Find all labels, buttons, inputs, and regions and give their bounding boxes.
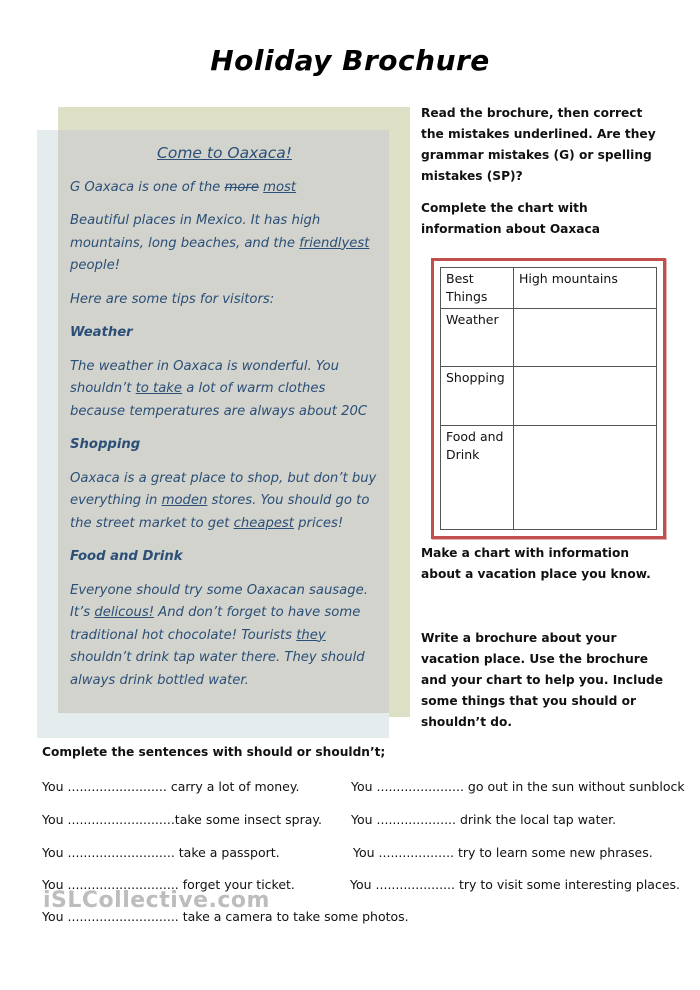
- sentence-right-2: You .................... drink the local tap water.: [351, 812, 617, 827]
- underlined-mistake: cheapest: [233, 515, 294, 531]
- weather-paragraph: [70, 356, 379, 424]
- info-chart-table: [440, 267, 657, 530]
- table-row: [441, 367, 657, 425]
- sentence-left-5: You ............................ take a camera to take some photos.: [42, 909, 409, 924]
- paragraph-text: Oaxaca is a great place to shop, but don’t buy everything in: [70, 470, 377, 508]
- paragraph-text: Everyone should try some Oaxacan sausage. It’s: [70, 582, 368, 620]
- chart-cell[interactable]: [514, 367, 657, 425]
- shopping-paragraph: [70, 468, 379, 536]
- chart-label: Food and Drink: [441, 425, 514, 529]
- sentence-right-3: You ................... try to learn some new phrases.: [353, 845, 653, 860]
- underlined-mistake: moden: [161, 493, 208, 508]
- paragraph-text: shouldn’t drink tap water there. They should always drink bottled water.: [70, 650, 365, 688]
- chart-label: Shopping: [441, 367, 514, 425]
- correction-word: most: [263, 179, 297, 195]
- chart-cell[interactable]: [514, 309, 657, 367]
- sentence-left-4: You ............................ forget your ticket.: [42, 877, 295, 892]
- brochure-panel: [58, 130, 389, 713]
- struck-word: more: [224, 179, 259, 195]
- weather-heading: Weather: [70, 325, 133, 340]
- sentence-right-4: You .................... try to visit some interesting places.: [350, 877, 680, 892]
- sentence-right-1: You ...................... go out in the sun without sunblock: [351, 779, 685, 794]
- paragraph-text: stores. You should go to the street market to get: [70, 493, 370, 531]
- food-heading: Food and Drink: [70, 549, 183, 564]
- brochure-heading: Come to Oaxaca!: [157, 144, 292, 162]
- paragraph-text: The weather in Oaxaca is wonderful. You shouldn’t: [70, 358, 339, 396]
- paragraph-text: prices!: [293, 515, 344, 531]
- table-row: [441, 309, 657, 367]
- paragraph-text: Beautiful places in Mexico. It has high mountains, long beaches, and the: [70, 213, 321, 251]
- brochure-intro: [70, 177, 379, 200]
- shopping-heading: Shopping: [70, 437, 141, 452]
- chart-label: Weather: [441, 309, 514, 367]
- page-title: Holiday Brochure: [210, 44, 490, 77]
- brochure-tips: Here are some tips for visitors:: [70, 291, 275, 307]
- sentence-left-1: You ......................... carry a lot of money.: [42, 779, 300, 794]
- underlined-mistake: to take: [135, 381, 183, 396]
- sentence-left-3: You ........................... take a passport.: [42, 845, 280, 860]
- instruction-read: Read the brochure, then correct the mistakes underlined. Are they grammar mistakes (G) or spelling mistakes (SP)?: [421, 106, 656, 183]
- paragraph-text: people!: [70, 258, 120, 273]
- chart-label: Best Things: [441, 268, 514, 309]
- info-chart: [431, 258, 666, 539]
- table-row: [441, 268, 657, 309]
- sentence-left-2: You ...........................take some insect spray.: [42, 812, 322, 827]
- brochure-paragraph: [70, 210, 379, 278]
- table-row: [441, 425, 657, 529]
- chart-cell[interactable]: High mountains: [514, 268, 657, 309]
- instruction-complete-chart: Complete the chart with information about Oaxaca: [421, 201, 600, 236]
- instruction-write: Write a brochure about your vacation place. Use the brochure and your chart to help you. Include some things that you should or shouldn’t do.: [421, 631, 663, 729]
- exercise-instruction: Complete the sentences with should or shouldn’t;: [42, 745, 386, 759]
- paragraph-text: And don’t forget to have some traditional hot chocolate! Tourists: [70, 605, 361, 643]
- instruction-make-chart: Make a chart with information about a vacation place you know.: [421, 546, 651, 581]
- watermark-logo: iSLCollective.com: [43, 888, 270, 913]
- paragraph-text: a lot of warm clothes because temperatures are always about 20C: [70, 381, 368, 419]
- underlined-mistake: they: [296, 627, 326, 643]
- chart-cell[interactable]: [514, 425, 657, 529]
- intro-text: G Oaxaca is one of the: [70, 179, 225, 195]
- underlined-mistake: delicous!: [94, 605, 154, 620]
- underlined-mistake: friendlyest: [299, 235, 370, 251]
- food-paragraph: [70, 580, 379, 693]
